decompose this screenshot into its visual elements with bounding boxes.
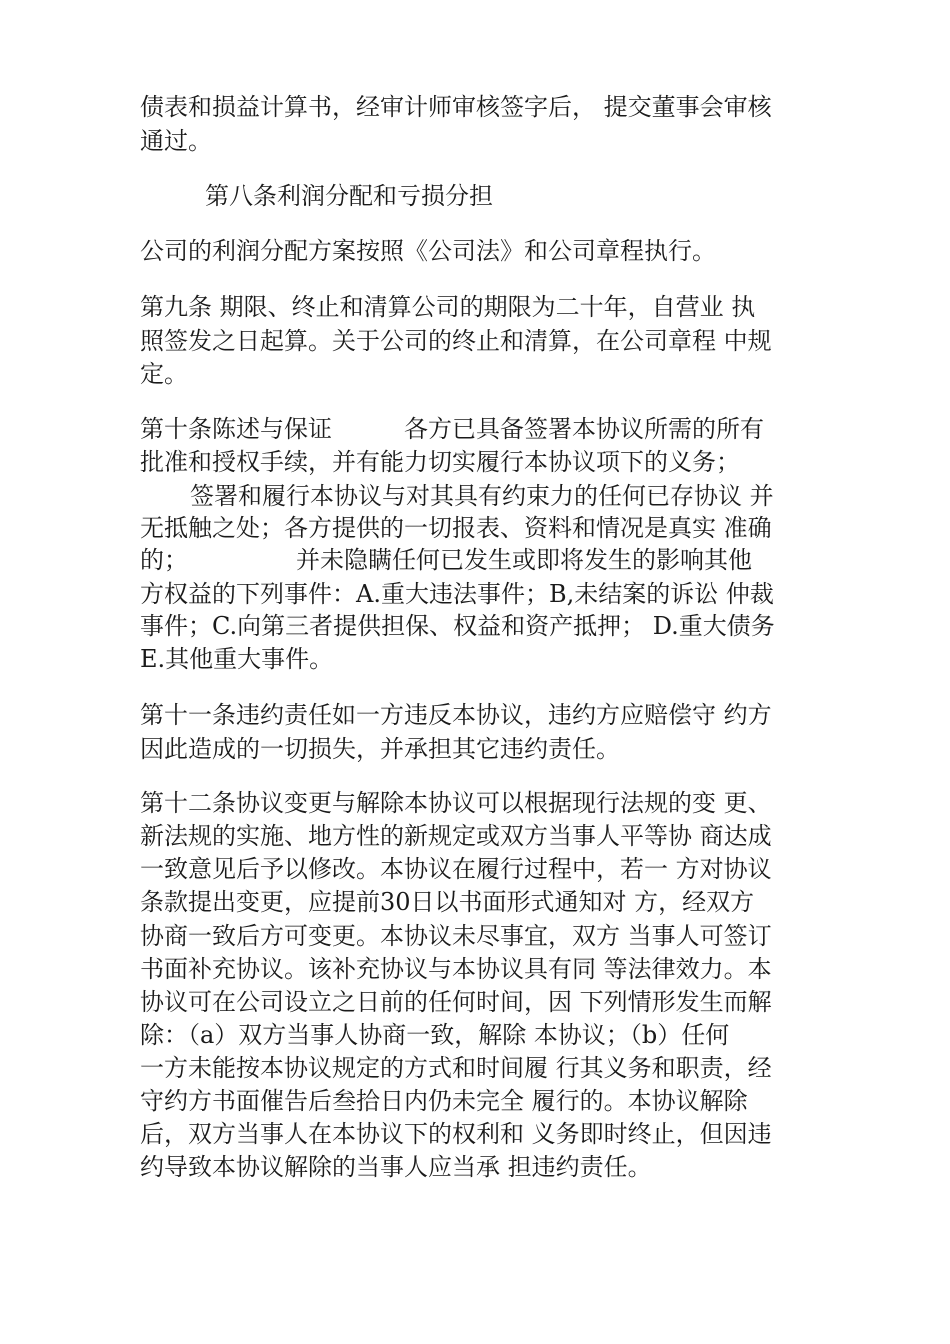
text-line: 书面补充协议。该补充协议与本协议具有同 等法律效力。本 (140, 955, 772, 983)
text-line: 后，双方当事人在本协议下的权利和 义务即时终止，但因违 (140, 1120, 772, 1148)
text-line: 第十一条违约责任如一方违反本协议，违约方应赔偿守 约方 (140, 701, 772, 729)
text-line: 公司的利润分配方案按照《公司法》和公司章程执行。 (140, 237, 716, 265)
text-line: 通过。 (140, 127, 212, 155)
text-line: 除：（a）双方当事人协商一致，解除 本协议；（b）任何 (140, 1021, 730, 1049)
text-line: 协议可在公司设立之日前的任何时间，因 下列情形发生而解 (140, 988, 772, 1016)
text-line: 新法规的实施、地方性的新规定或双方当事人平等协 商达成 (140, 822, 772, 850)
text-line: 事件；C.向第三者提供担保、权益和资产抵押； D.重大债务 (140, 612, 775, 640)
text-line: 协商一致后方可变更。本协议未尽事宜，双方 当事人可签订 (140, 922, 772, 950)
text-line: 照签发之日起算。关于公司的终止和清算，在公司章程 中规 (140, 327, 772, 355)
text-line: E.其他重大事件。 (140, 645, 334, 673)
text-line: 方权益的下列事件：A.重大违法事件；B,未结案的诉讼 仲裁 (140, 580, 774, 608)
text-line: 无抵触之处；各方提供的一切报表、资料和情况是真实 准确 (140, 514, 772, 542)
text-line: 约导致本协议解除的当事人应当承 担违约责任。 (140, 1153, 652, 1181)
text-line: 第九条 期限、终止和清算公司的期限为二十年，自营业 执 (140, 293, 756, 321)
text-line: 的； 并未隐瞒任何已发生或即将发生的影响其他 (140, 546, 752, 574)
text-line: 第十条陈述与保证 各方已具备签署本协议所需的所有 (140, 415, 764, 443)
section-heading-article-8: 第八条利润分配和亏损分担 (205, 182, 493, 210)
text-line: 因此造成的一切损失，并承担其它违约责任。 (140, 735, 620, 763)
text-line: 定。 (140, 360, 188, 388)
text-line: 第十二条协议变更与解除本协议可以根据现行法规的变 更、 (140, 789, 772, 817)
text-line: 守约方书面催告后叁拾日内仍未完全 履行的。本协议解除 (140, 1087, 748, 1115)
text-line: 条款提出变更，应提前30日以书面形式通知对 方，经双方 (140, 888, 755, 916)
text-line: 签署和履行本协议与对其具有约束力的任何已存协议 并 (190, 482, 774, 510)
text-line: 一致意见后予以修改。本协议在履行过程中，若一 方对协议 (140, 855, 772, 883)
text-line: 债表和损益计算书，经审计师审核签字后， 提交董事会审核 (140, 93, 772, 121)
text-line: 批准和授权手续，并有能力切实履行本协议项下的义务； (140, 448, 740, 476)
text-line: 一方未能按本协议规定的方式和时间履 行其义务和职责，经 (140, 1054, 772, 1082)
